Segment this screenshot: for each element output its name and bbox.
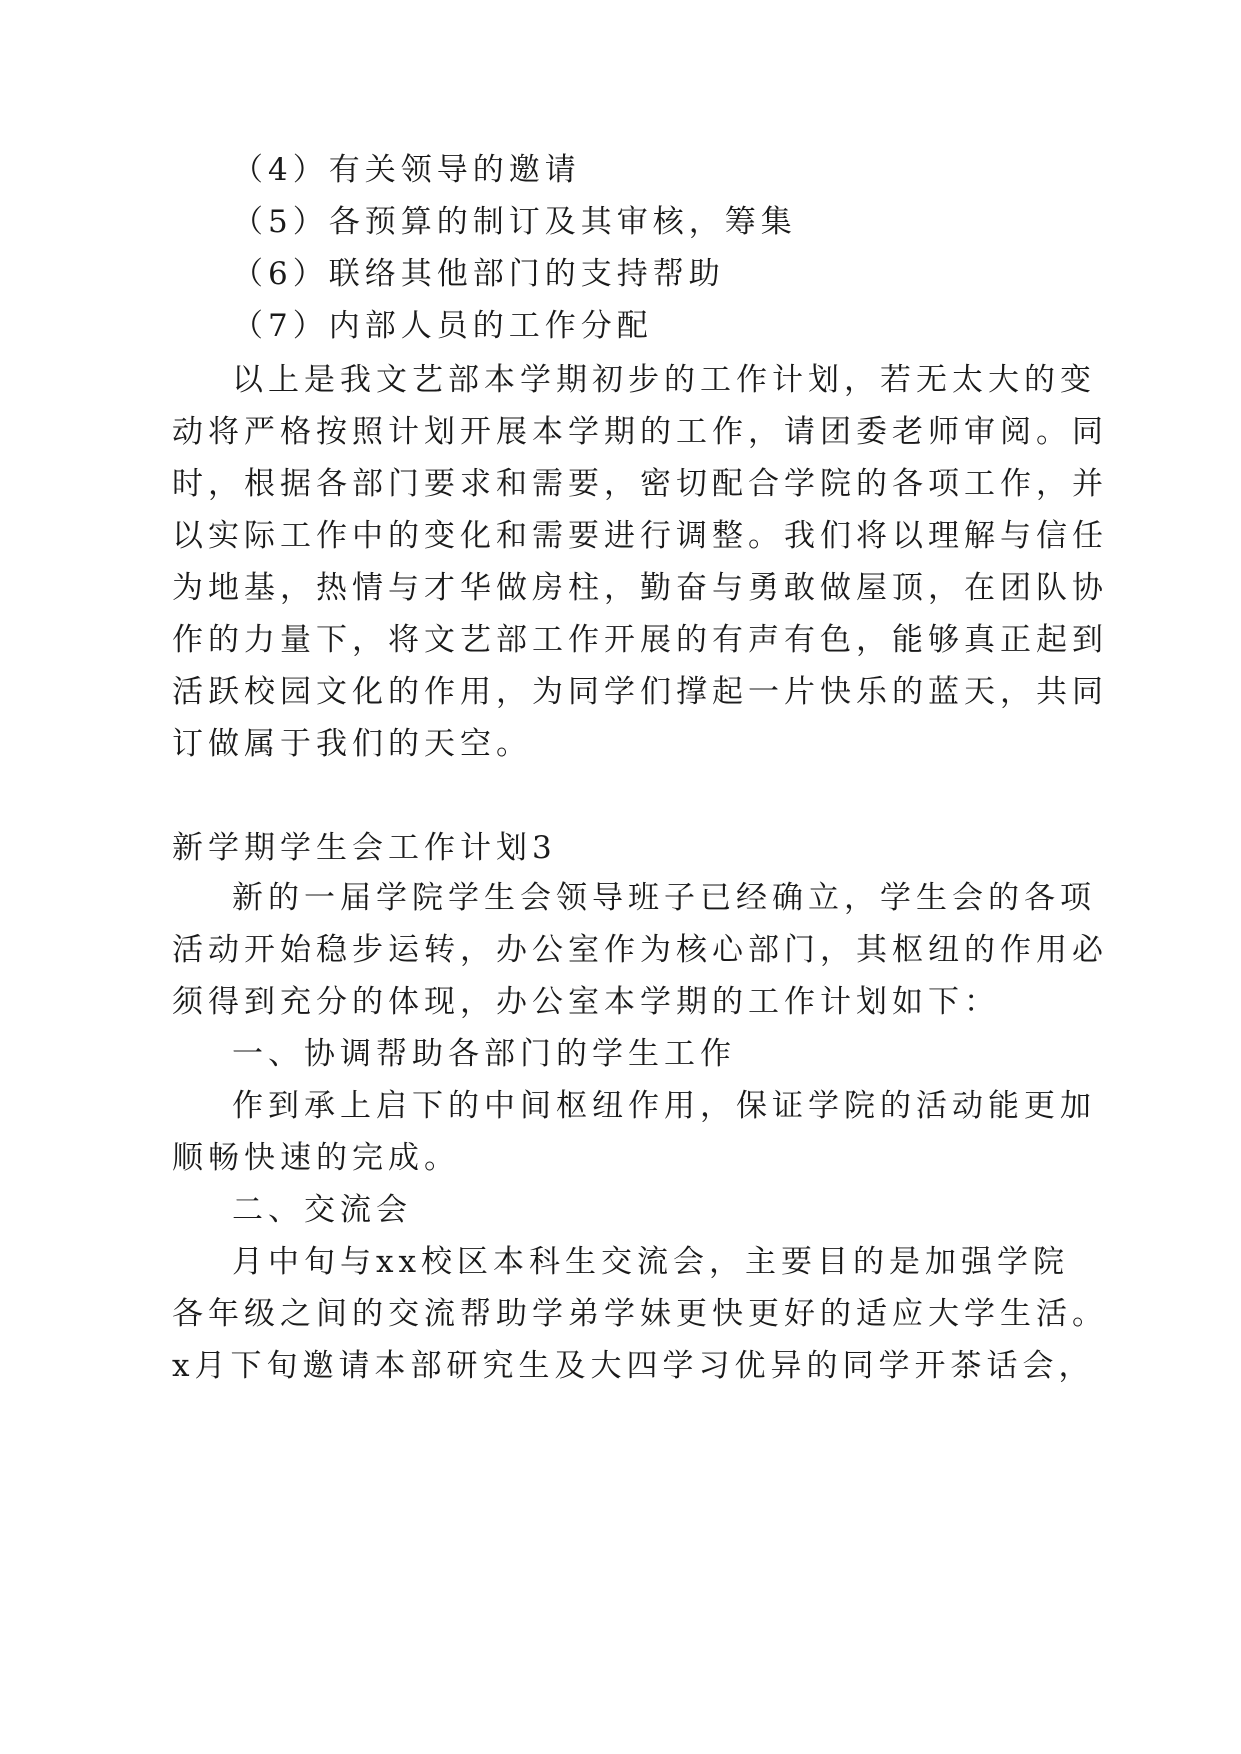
paragraph-line: 月中旬与xx校区本科生交流会，主要目的是加强学院 [232,1244,1069,1280]
paragraph-line: 以上是我文艺部本学期初步的工作计划，若无太大的变 [232,362,1096,398]
list-item: （6）联络其他部门的支持帮助 [232,256,725,292]
paragraph-line: 新的一届学院学生会领导班子已经确立，学生会的各项 [232,880,1096,916]
paragraph-line: 时，根据各部门要求和需要，密切配合学院的各项工作，并 [172,466,1108,502]
subheading: 二、交流会 [232,1192,412,1228]
section-title: 新学期学生会工作计划3 [172,830,557,866]
list-item: （7）内部人员的工作分配 [232,308,653,344]
paragraph-line: 动将严格按照计划开展本学期的工作，请团委老师审阅。同 [172,414,1108,450]
list-item: （5）各预算的制订及其审核，筹集 [232,204,797,240]
paragraph-line: x月下旬邀请本部研究生及大四学习优异的同学开茶话会， [172,1348,1095,1384]
subheading: 一、协调帮助各部门的学生工作 [232,1036,736,1072]
paragraph-line: 作的力量下，将文艺部工作开展的有声有色，能够真正起到 [172,622,1108,658]
list-item: （4）有关领导的邀请 [232,152,581,188]
paragraph-line: 作到承上启下的中间枢纽作用，保证学院的活动能更加 [232,1088,1096,1124]
paragraph-line: 为地基，热情与才华做房柱，勤奋与勇敢做屋顶，在团队协 [172,570,1108,606]
paragraph-line: 各年级之间的交流帮助学弟学妹更快更好的适应大学生活。 [172,1296,1108,1332]
paragraph-line: 订做属于我们的天空。 [172,726,532,762]
paragraph-line: 以实际工作中的变化和需要进行调整。我们将以理解与信任 [172,518,1108,554]
paragraph-line: 活跃校园文化的作用，为同学们撑起一片快乐的蓝天，共同 [172,674,1108,710]
paragraph-line: 顺畅快速的完成。 [172,1140,460,1176]
paragraph-line: 活动开始稳步运转，办公室作为核心部门，其枢纽的作用必 [172,932,1108,968]
paragraph-line: 须得到充分的体现，办公室本学期的工作计划如下： [172,984,1000,1020]
